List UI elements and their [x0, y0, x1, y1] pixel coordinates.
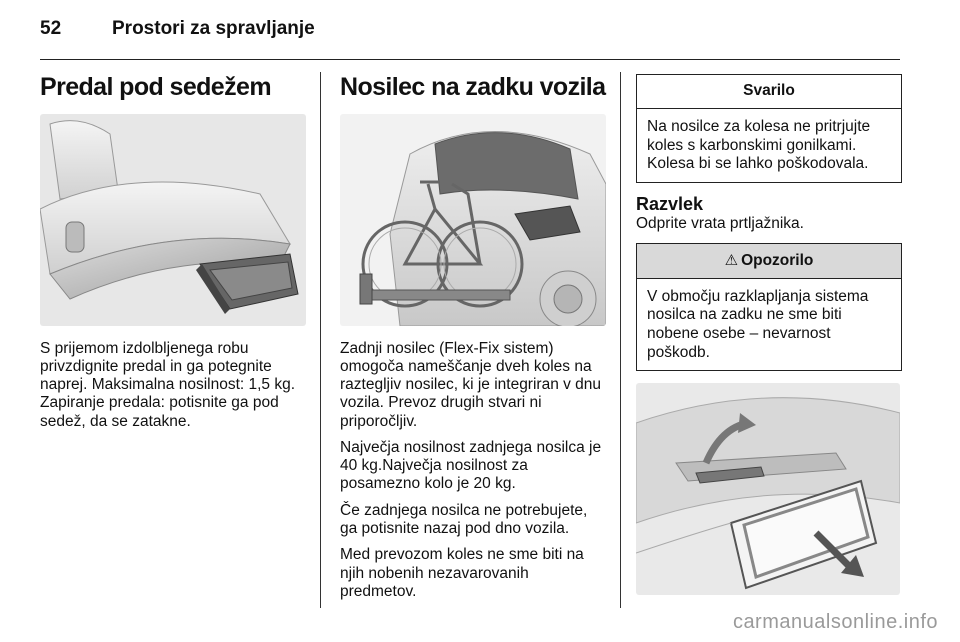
caution-title: Svarilo — [637, 75, 901, 109]
warning-triangle-icon: ⚠ — [724, 251, 739, 269]
seat-drawer-illustration — [40, 114, 306, 326]
header-rule — [40, 59, 900, 60]
heading-rear-carrier: Nosilec na zadku vozila — [340, 73, 606, 101]
column-rear-carrier — [340, 74, 608, 609]
column-divider — [320, 72, 321, 608]
warning-header — [637, 244, 901, 279]
intro-text: Odprite vrata prtljažnika. — [636, 214, 804, 232]
heading-seat-drawer: Predal pod sedežem — [40, 73, 271, 101]
page-header — [40, 14, 900, 54]
rear-carrier-illustration — [340, 114, 606, 326]
caution-box — [636, 74, 902, 183]
warning-text: V območju razklapljanja sistema nosilca na zadku ne sme biti nobene osebe – nevarnost poškodb. — [647, 287, 869, 361]
extension-illustration — [636, 383, 900, 595]
paragraph: S prijemom izdolbljenega robu privzdignite predal in ga potegnite naprej. Maksimalna nosilnost: 1,5 kg. Zapiranje predala: potisnite ga pod sedež, da se zatakne. — [40, 339, 296, 430]
column-extension — [636, 74, 902, 595]
paragraph: Če zadnjega nosilca ne potrebujete, ga potisnite nazaj pod dno vozila. — [340, 501, 588, 538]
paragraph: Med prevozom koles ne sme biti na njih nobenih nezavarovanih predmetov. — [340, 546, 584, 600]
section-title: Prostori za spravljanje — [112, 18, 315, 39]
warning-title: Opozorilo — [741, 251, 814, 269]
column-divider — [620, 72, 621, 608]
paragraph: Zadnji nosilec (Flex-Fix sistem) omogoča nameščanje dveh koles na raztegljiv nosilec, ki je integriran v dnu vozila. Prevoz drugih stvari ni priporočljiv. — [340, 339, 602, 430]
warning-box — [636, 243, 902, 371]
watermark: carmanualsonline.info — [732, 611, 938, 633]
column-seat-drawer — [40, 74, 306, 439]
paragraph: Največja nosilnost zadnjega nosilca je 40 kg.Največja nosilnost za posamezno kolo je 20 kg. — [340, 438, 602, 493]
subheading-extension: Razvlek — [636, 193, 704, 214]
page-number: 52 — [40, 18, 62, 39]
caution-text: Na nosilce za kolesa ne pritrjujte koles s karbonskimi gonilkami. Kolesa bi se lahko poškodovala. — [647, 118, 871, 173]
